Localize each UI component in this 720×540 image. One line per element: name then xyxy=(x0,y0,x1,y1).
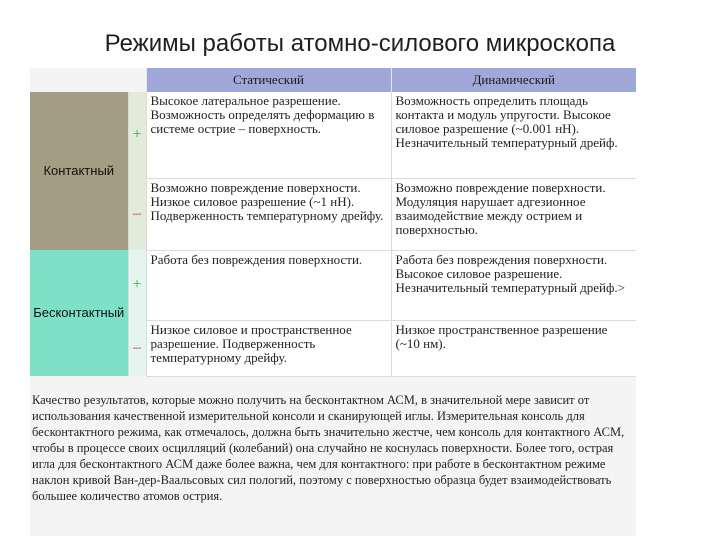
minus-sign: – xyxy=(128,178,146,250)
contact-plus-dynamic: Возможность определить площадь контакта и модуль упругости. Высокое силовое разрешение (~0.001 нН). Незначительный температурный дрейф. xyxy=(391,92,636,178)
modes-table xyxy=(30,68,636,377)
plus-sign: + xyxy=(128,250,146,320)
slide-content xyxy=(30,68,636,536)
contact-minus-dynamic: Возможно повреждение поверхности. Модуляция нарушает адгезионное взаимодействие между острием и поверхностью. xyxy=(391,178,636,250)
header-blank xyxy=(30,68,146,92)
noncontact-plus-dynamic: Работа без повреждения поверхности. Высокое силовое разрешение. Незначительный температурный дрейф.> xyxy=(391,250,636,320)
header-dynamic: Динамический xyxy=(391,68,636,92)
slide-title: Режимы работы атомно-силового микроскопа xyxy=(104,30,616,57)
noncontact-minus-static: Низкое силовое и пространственное разрешение. Подверженность температурному дрейфу. xyxy=(146,320,391,376)
noncontact-minus-dynamic: Низкое пространственное разрешение (~10 нм). xyxy=(391,320,636,376)
body-paragraph: Качество результатов, которые можно получить на бесконтактном АСМ, в значительной мере зависит от использования качественной измерительной консоли и сканирующей иглы. Измерительная консоль для бесконтактного режима, как отмечалось, должна быть значительно жестче, чем консоль для контактного АСМ, чтобы в процессе своих осцилляций (колебаний) она случайно не коснулась поверхности. Более того, острая игла для бесконтактного АСМ даже более важна, чем для контактного: при работе в бесконтактном режиме наклон кривой Ван-дер-Ваальсовых сил пологий, поэтому с поверхностью образца будет взаимодействовать большее количество атомов острия. xyxy=(32,393,625,503)
table-row xyxy=(30,250,636,320)
mode-noncontact-label: Бесконтактный xyxy=(30,250,128,376)
table-row xyxy=(30,92,636,178)
minus-sign: – xyxy=(128,320,146,376)
mode-contact-label: Контактный xyxy=(30,92,128,250)
contact-plus-static: Высокое латеральное разрешение. Возможность определять деформацию в системе острие – поверхность. xyxy=(146,92,391,178)
noncontact-plus-static: Работа без повреждения поверхности. xyxy=(146,250,391,320)
table-header-row xyxy=(30,68,636,92)
header-static: Статический xyxy=(146,68,391,92)
contact-minus-static: Возможно повреждение поверхности. Низкое силовое разрешение (~1 нН). Подверженность температурному дрейфу. xyxy=(146,178,391,250)
plus-sign: + xyxy=(128,92,146,178)
